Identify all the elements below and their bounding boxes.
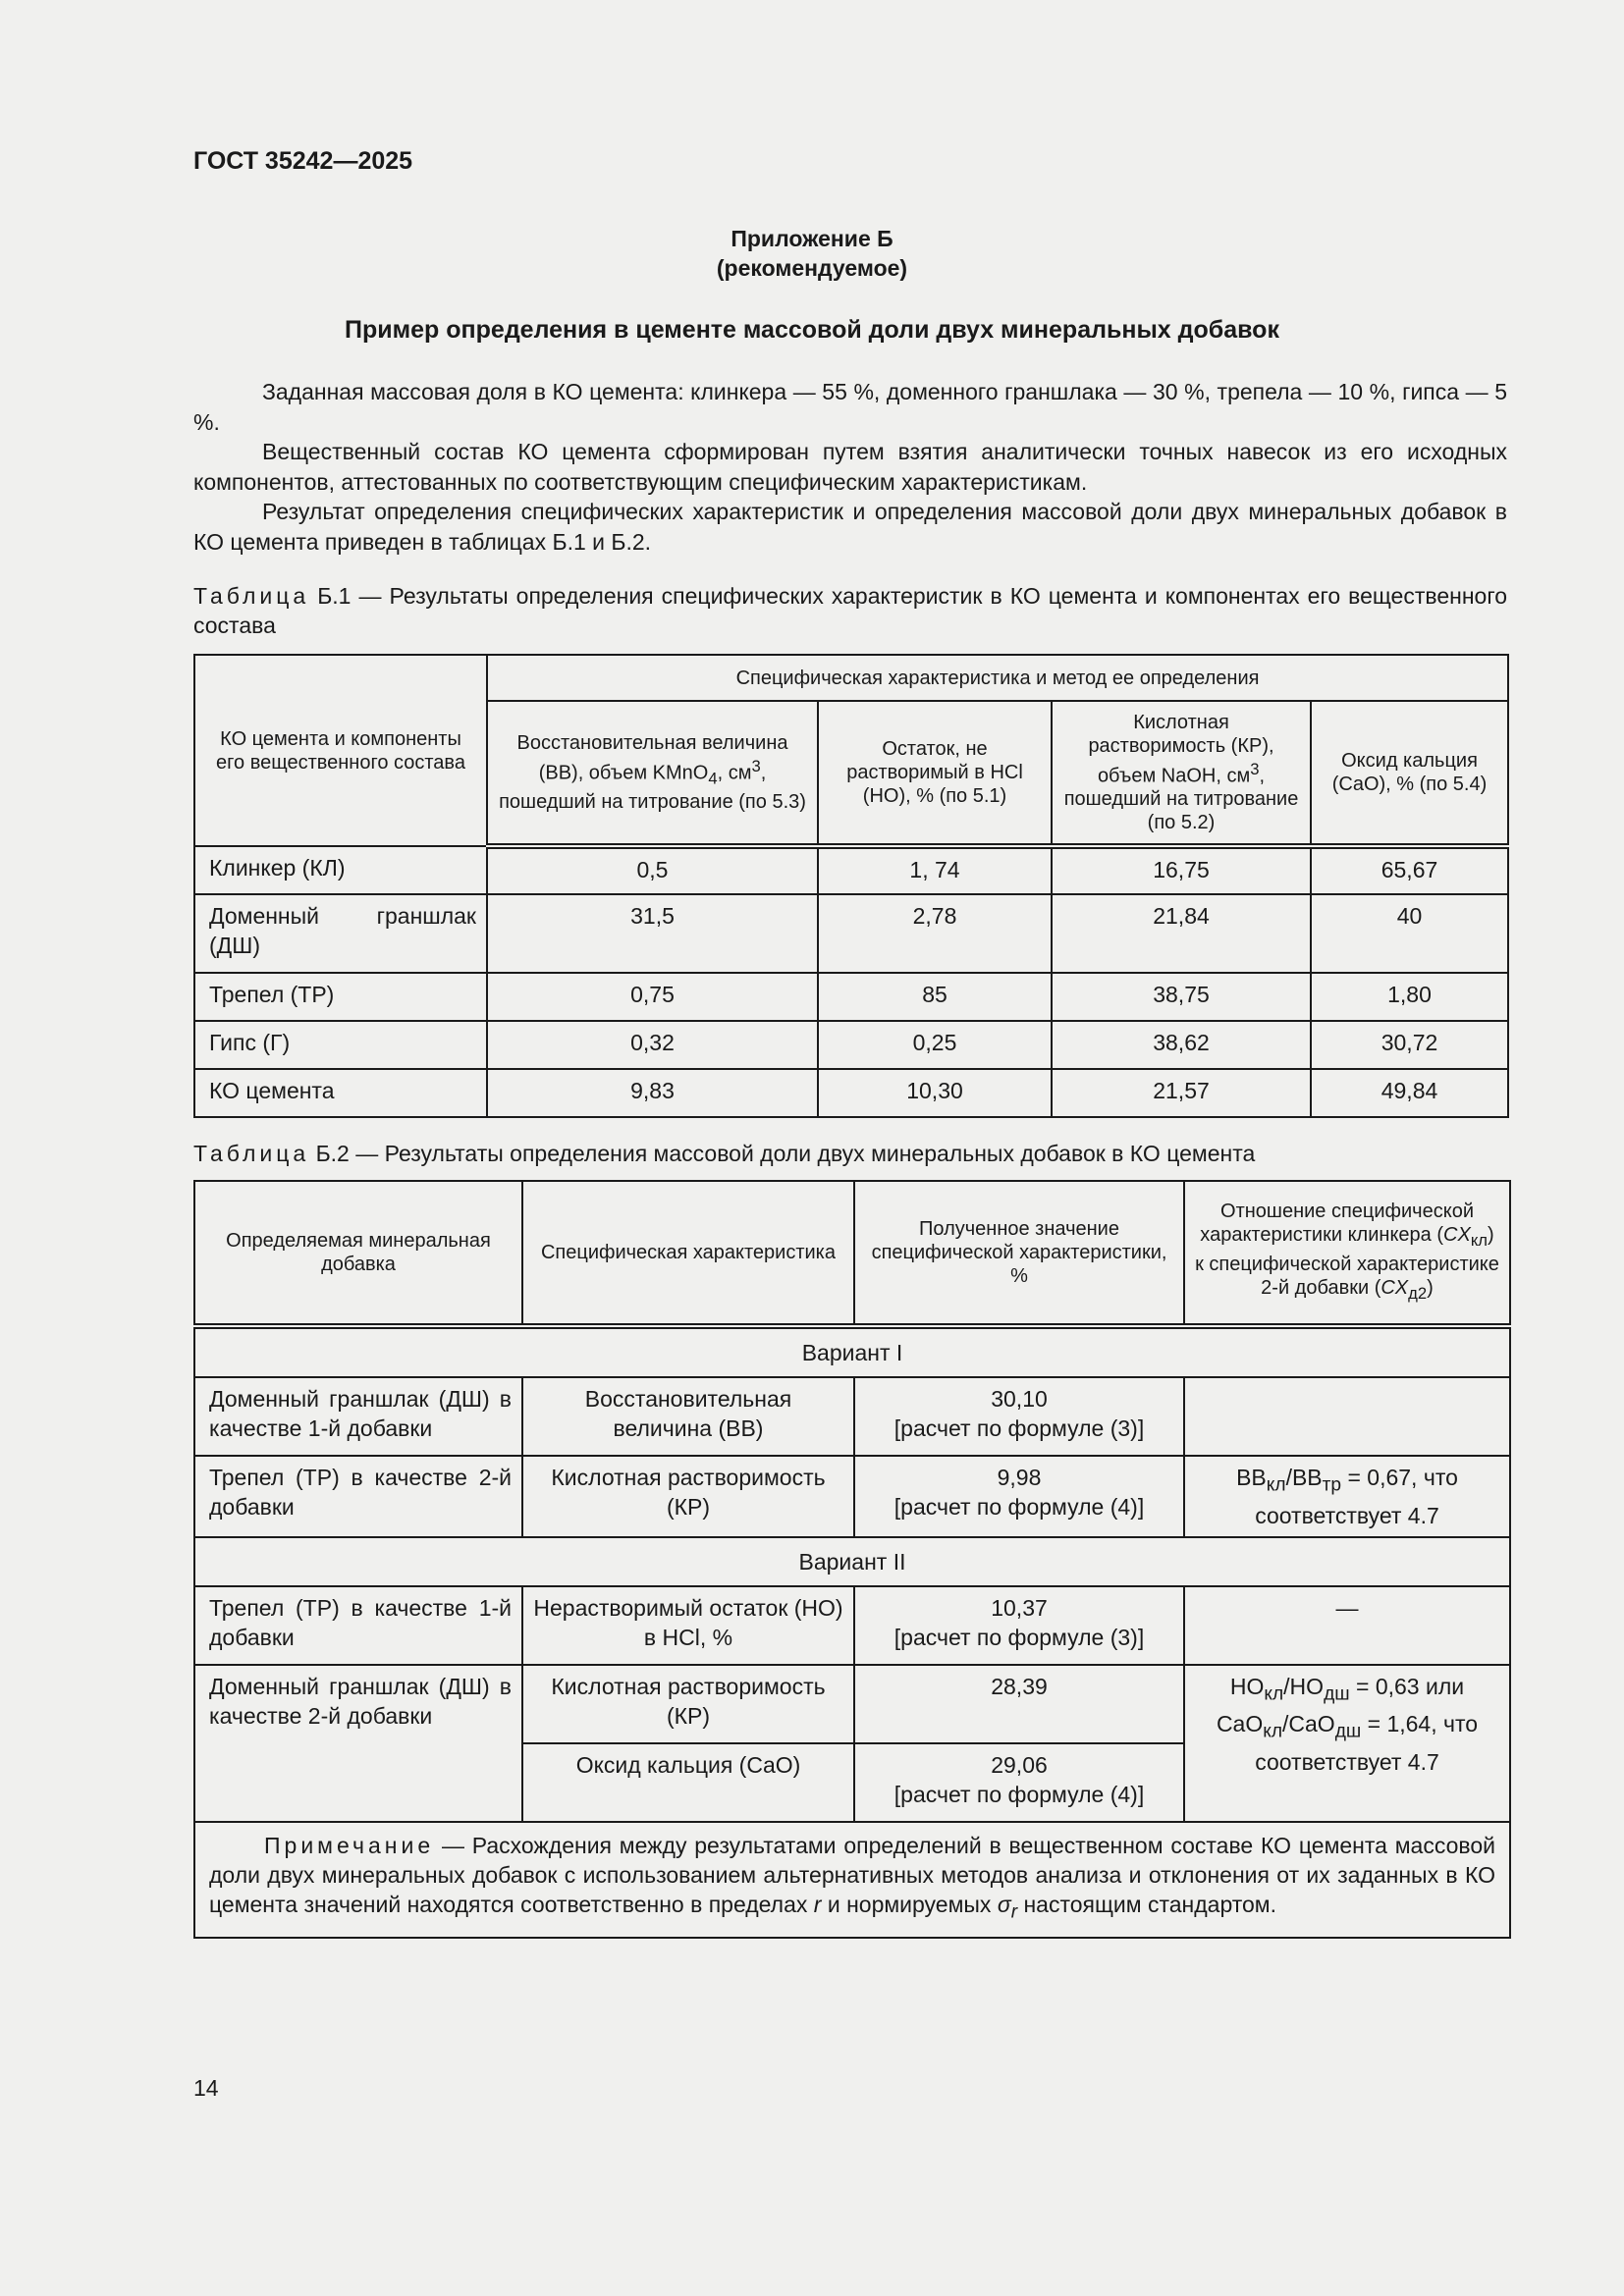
row-label: Гипс (Г) [194,1021,487,1069]
cell-characteristic: Нерастворимый остаток (НО) в HCl, % [522,1586,854,1665]
cell-ratio: $ВВ_{кл}/ВВ_{тр} = 0,67$, что соответствует 4.7 [1184,1456,1510,1537]
variant-row [194,1326,1510,1377]
table2-caption-label: Таблица [193,1141,310,1166]
cell-value: 30,10 [расчет по формуле (3)] [854,1377,1184,1456]
cell: 21,57 [1052,1069,1311,1117]
cell: 10,30 [818,1069,1052,1117]
appendix-heading: Пример определения в цементе массовой доли двух минеральных добавок [345,316,1279,344]
cell-value: 28,39 [854,1665,1184,1743]
table-note: Примечание — Расхождения между результатами определений в вещественном составе КО цемента массовой доли двух минеральных добавок с использованием альтернативных методов анализа и отклонения от их заданных в КО цемента значений находятся соответственно в пределах r и нормируемых $\sigma_r$ настоящим стандартом. [194,1822,1510,1939]
cell: 21,84 [1052,894,1311,973]
appendix-title: Приложение Б [731,226,893,251]
paragraph: Заданная массовая доля в КО цемента: клинкера — 55 %, доменного граншлака — 30 %, трепела — 10 %, гипса — 5 %. [193,379,1507,435]
body-text [193,377,1507,557]
cell-additive: Трепел (ТР) в качестве 1-й добавки [194,1586,522,1665]
row-label: Трепел (ТР) [194,973,487,1021]
cell: 38,75 [1052,973,1311,1021]
table1-header-component: КО цемента и компоненты его вещественного состава [194,655,487,846]
appendix-status: (рекомендуемое) [716,255,908,281]
table-row [194,1377,1510,1456]
cell-ratio [1184,1377,1510,1456]
table1-caption [193,581,1507,640]
variant-row [194,1537,1510,1586]
table-b2 [193,1180,1511,1939]
table2-header-col2: Специфическая характеристика [522,1181,854,1326]
table1-header-col2: Остаток, не растворимый в HCl (НО), % (по 5.1) [818,701,1052,846]
table-row [194,894,1508,973]
cell: 0,5 [487,846,818,894]
cell: 40 [1311,894,1508,973]
table-row [194,1586,1510,1665]
paragraph: Результат определения специфических характеристик и определения массовой доли двух минеральных добавок в КО цемента приведен в таблицах Б.1 и Б.2. [193,499,1507,555]
table2-header-col4: Отношение специфической характеристики клинкера $(CX_{кл})$ к специфической характеристике 2-й добавки $(CX_{д2})$ [1184,1181,1510,1326]
table2-caption [193,1139,1507,1168]
cell: 9,83 [487,1069,818,1117]
table-row [194,1665,1510,1743]
cell-additive: Доменный граншлак (ДШ) в качестве 2-й добавки [194,1665,522,1822]
table2-header-col3: Полученное значение специфической характеристики, % [854,1181,1184,1326]
cell: 1,80 [1311,973,1508,1021]
cell-value: 10,37 [расчет по формуле (3)] [854,1586,1184,1665]
cell: 1, 74 [818,846,1052,894]
cell: 2,78 [818,894,1052,973]
paragraph: Вещественный состав КО цемента сформирован путем взятия аналитически точных навесок из его исходных компонентов, аттестованных по соответствующим специфическим характеристикам. [193,439,1507,495]
cell-value: 9,98 [расчет по формуле (4)] [854,1456,1184,1537]
cell: 65,67 [1311,846,1508,894]
row-label: Клинкер (КЛ) [194,846,487,894]
table1-header-col3: Кислотная растворимость (КР), объем NaOH, $см^3$, пошедший на титрование (по 5.2) [1052,701,1311,846]
note-row [194,1822,1510,1939]
row-label: Доменный граншлак (ДШ) [194,894,487,973]
cell-additive: Трепел (ТР) в качестве 2-й добавки [194,1456,522,1537]
cell-value: 29,06 [расчет по формуле (4)] [854,1743,1184,1822]
table-row [194,1456,1510,1537]
table1-caption-text: Б.1 — Результаты определения специфических характеристик в КО цемента и компонентах его вещественного состава [193,583,1508,638]
cell: 85 [818,973,1052,1021]
cell: 0,75 [487,973,818,1021]
table1-caption-label: Таблица [193,583,310,609]
cell-characteristic: Восстановительная величина (ВВ) [522,1377,854,1456]
table-row [194,1069,1508,1117]
cell-additive: Доменный граншлак (ДШ) в качестве 1-й добавки [194,1377,522,1456]
table-row [194,1021,1508,1069]
variant-1-title: Вариант I [194,1326,1510,1377]
table-b1 [193,654,1509,1118]
cell: 31,5 [487,894,818,973]
cell: 30,72 [1311,1021,1508,1069]
cell: 0,32 [487,1021,818,1069]
table-row [194,846,1508,894]
document-code: ГОСТ 35242—2025 [193,147,413,175]
table2-header-col1: Определяемая минеральная добавка [194,1181,522,1326]
cell: 49,84 [1311,1069,1508,1117]
cell-characteristic: Кислотная растворимость (КР) [522,1665,854,1743]
cell-characteristic: Оксид кальция (CaO) [522,1743,854,1822]
cell: 16,75 [1052,846,1311,894]
table2-caption-text: Б.2 — Результаты определения массовой доли двух минеральных добавок в КО цемента [315,1141,1256,1166]
variant-2-title: Вариант II [194,1537,1510,1586]
table1-header-group: Специфическая характеристика и метод ее определения [487,655,1508,701]
cell: 0,25 [818,1021,1052,1069]
cell-characteristic: Кислотная растворимость (КР) [522,1456,854,1537]
page-number: 14 [193,2075,219,2101]
table1-header-col1: Восстановительная величина (ВВ), объем KMnO$_4$, $см^3$, пошедший на титрование (по 5.3) [487,701,818,846]
cell: 38,62 [1052,1021,1311,1069]
table1-header-col4: Оксид кальция (CaO), % (по 5.4) [1311,701,1508,846]
cell-ratio: $НО_{кл}/НО_{дш} = 0,63$ или CaO$_{кл}$/CaO$_{дш}$ = 1,64, что соответствует 4.7 [1184,1665,1510,1822]
note-label: Примечание [264,1832,435,1858]
row-label: КО цемента [194,1069,487,1117]
cell-ratio: — [1184,1586,1510,1665]
table-row [194,973,1508,1021]
